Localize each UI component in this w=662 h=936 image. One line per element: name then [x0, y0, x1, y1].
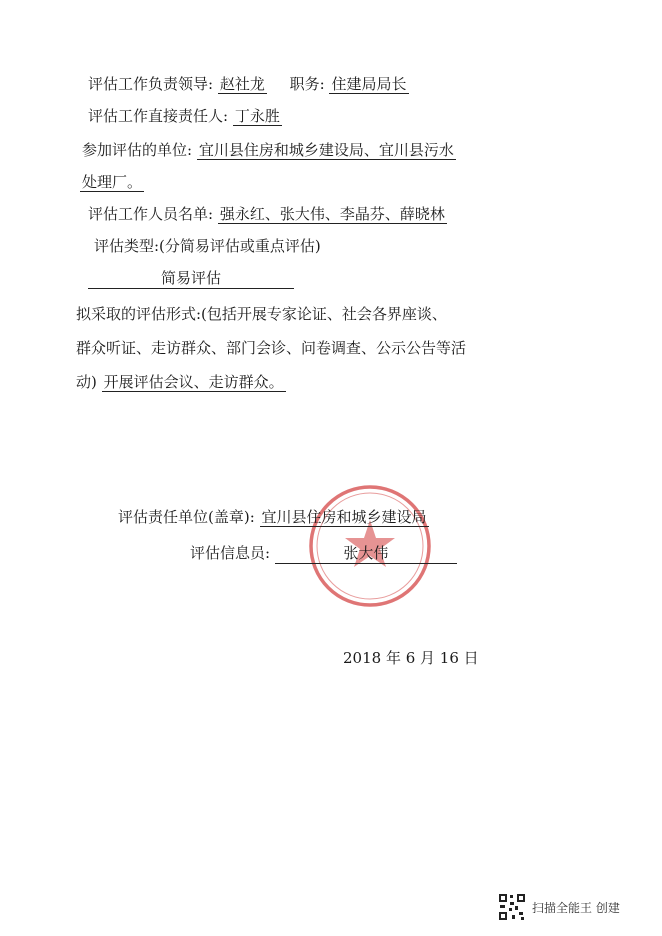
units-value-line1: 宜川县住房和城乡建设局、宜川县污水 [198, 141, 454, 159]
form-line1: 拟采取的评估形式:(包括开展专家论证、社会各界座谈、 [76, 305, 447, 323]
staff-value: 强永红、张大伟、李晶芬、薛晓林 [219, 205, 445, 223]
direct-name: 丁永胜 [234, 107, 280, 125]
staff-row [88, 204, 447, 224]
informant-row [190, 543, 457, 564]
responsible-row [118, 507, 429, 527]
units-label: 参加评估的单位: [82, 141, 193, 159]
form-line3-value: 开展评估会议、走访群众。 [103, 373, 284, 391]
units-row-2 [80, 172, 144, 192]
direct-label: 评估工作直接责任人: [88, 107, 229, 125]
scanner-watermark [498, 893, 620, 921]
form-line2: 群众听证、走访群众、部门会诊、问卷调查、公示公告等活 [76, 339, 467, 357]
informant-label: 评估信息员: [190, 544, 271, 562]
type-row [88, 268, 294, 289]
qr-code-icon [498, 893, 526, 921]
form-line3-prefix: 动) [76, 373, 97, 391]
units-row [82, 140, 456, 160]
staff-label: 评估工作人员名单: [88, 205, 214, 223]
responsible-label: 评估责任单位(盖章): [118, 508, 255, 526]
watermark-text: 扫描全能王 创建 [532, 900, 620, 915]
lead-label: 评估工作负责领导: [88, 75, 214, 93]
informant-value: 张大伟 [275, 543, 457, 564]
responsible-value: 宜川县住房和城乡建设局 [261, 508, 427, 526]
lead-name: 赵社龙 [219, 75, 265, 93]
direct-row [88, 106, 282, 126]
document-date: 2018 年 6 月 16 日 [343, 649, 479, 667]
lead-title-label: 职务: [289, 75, 325, 93]
units-value-line2: 处理厂。 [82, 173, 143, 191]
type-value: 简易评估 [88, 268, 294, 289]
form-line3 [76, 372, 286, 392]
lead-title: 住建局局长 [331, 75, 407, 93]
lead-row [88, 74, 409, 94]
type-label: 评估类型:(分简易评估或重点评估) [94, 237, 321, 255]
